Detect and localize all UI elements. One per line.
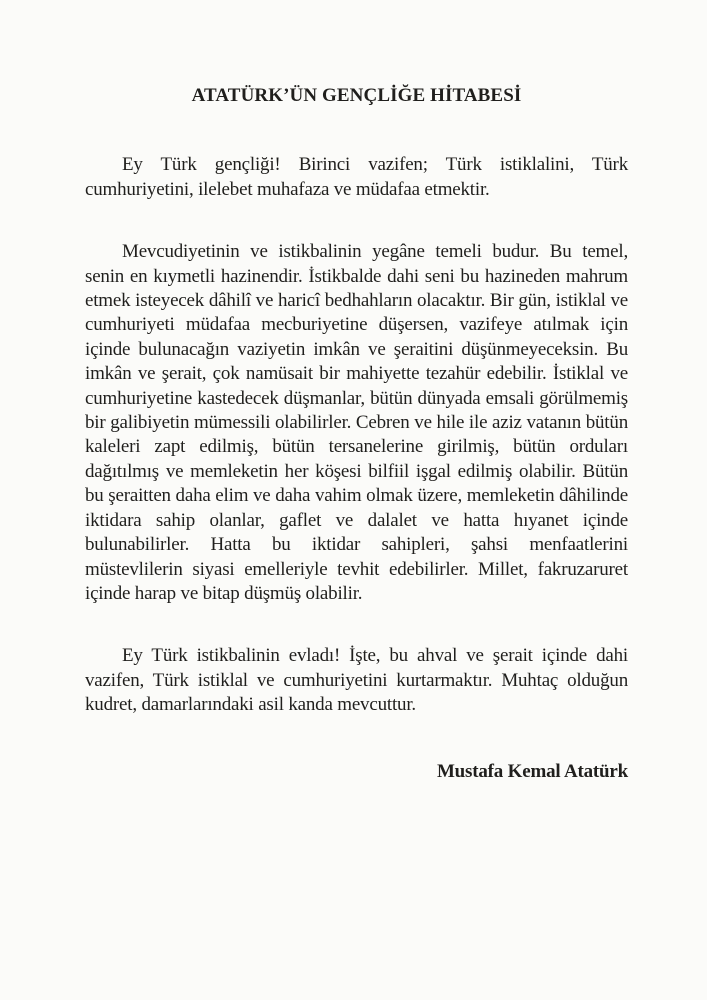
paragraph-closing: Ey Türk istikbalinin evladı! İşte, bu ahval ve şerait içinde dahi vazifen, Türk istiklal ve cumhuriyetini kurtarmaktır. Muhtaç olduğun kudret, damarlarındaki asil kanda mevcuttur. <box>85 645 628 716</box>
signature-name: Mustafa Kemal Atatürk <box>436 760 628 782</box>
paragraph-opening: Ey Türk gençliği! Birinci vazifen; Türk istiklalini, Türk cumhuriyetini, ilelebet muhafaza ve müdafaa etmektir. <box>85 154 628 200</box>
document-title: ATATÜRK’ÜN GENÇLİĞE HİTABESİ <box>191 85 522 106</box>
paragraph-body: Mevcudiyetinin ve istikbalinin yegâne temeli budur. Bu temel, senin en kıymetli hazinendir. İstikbalde dahi seni bu hazineden mahrum etmek isteyecek dâhilî ve haricî bedhahların olacaktır. Bir gün, istiklal ve cumhuriyeti müdafaa mecburiyetine düşersen, vazifeye atılmak için içinde bulunacağın vaziyetin imkân ve şeraitini düşünmeyeceksin. Bu imkân ve şerait, çok namüsait bir mahiyette tezahür edebilir. İstiklal ve cumhuriyetine kastedecek düşmanlar, bütün dünyada emsali görülmemiş bir galibiyetin mümessili olabilirler. Cebren ve hile ile aziz vatanın bütün kaleleri zapt edilmiş, bütün tersanelerine girilmiş, bütün orduları dağıtılmış ve memleketin her köşesi bilfiil işgal edilmiş olabilir. Bütün bu şeraitten daha elim ve daha vahim olmak üzere, memleketin dâhilinde iktidara sahip olanlar, gaflet ve dalalet ve hatta hıyanet içinde bulunabilirler. Hatta bu iktidar sahipleri, şahsi menfaatlerini müstevlilerin siyasi emelleriyle tevhit edebilirler. Millet, fakruzaruret içinde harap ve bitap düşmüş olabilir. <box>85 241 628 604</box>
